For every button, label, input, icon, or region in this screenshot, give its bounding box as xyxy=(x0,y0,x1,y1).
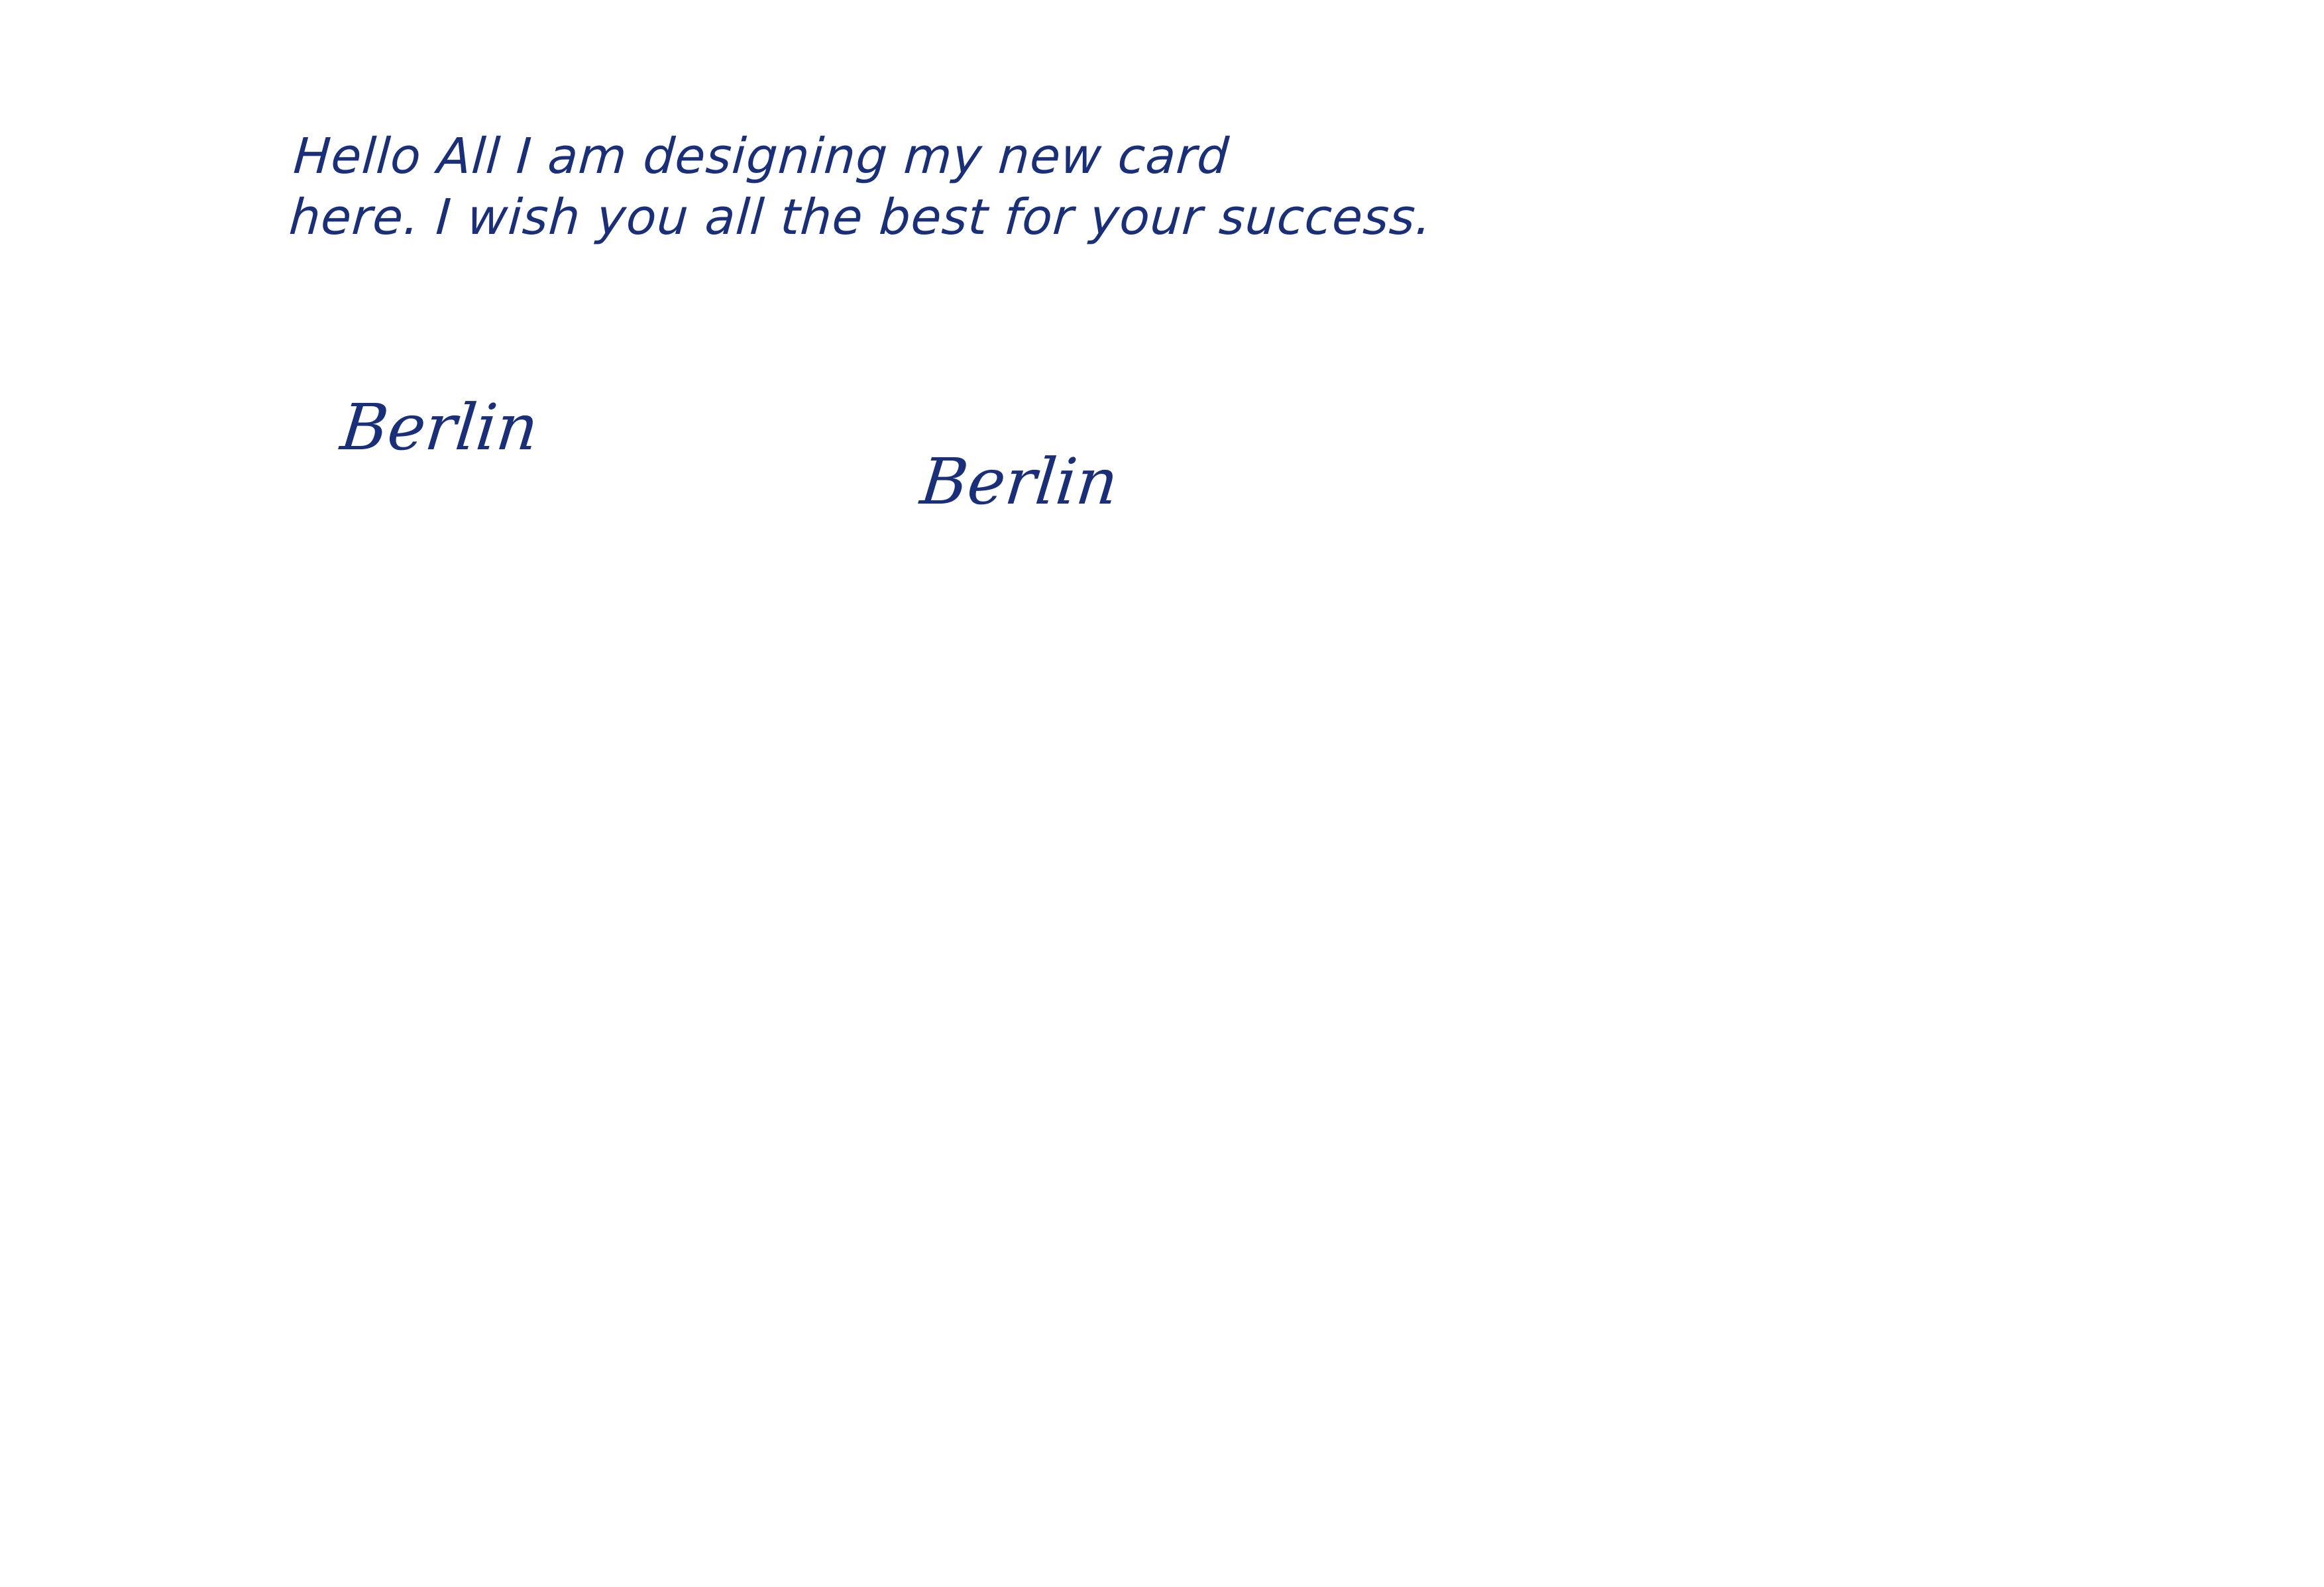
signature-left: Berlin xyxy=(337,390,542,465)
signature-right: Berlin xyxy=(917,445,1122,519)
handwritten-message xyxy=(287,126,1434,248)
message-line-1: Hello All I am designing my new card xyxy=(292,128,1231,185)
message-line-2: here. I wish you all the best for your success. xyxy=(287,189,1434,246)
